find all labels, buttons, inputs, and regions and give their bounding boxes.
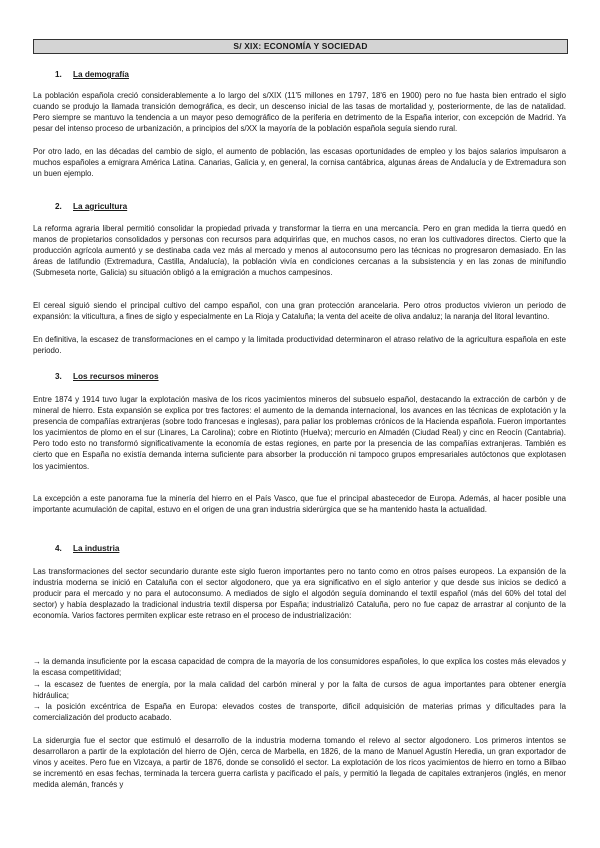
paragraph: El cereal siguió siendo el principal cultivo del campo español, con una gran protección arancelaria. Pero otros productos vivieron un periodo de expansión: la viticultura, a fines de siglo y especialmente en La Rioja y Cataluña; la venta del aceite de oliva andaluz; la naranja del litoral levantino. [33,301,566,322]
paragraph: La población española creció considerablemente a lo largo del s/XIX (11'5 millones en 1797, 18'6 en 1900) pero no fue hasta bien entrado el siglo cuando se produjo la llamada transición demográfica, es decir, un descenso inicial de las tasas de mortalidad y, posteriormente, de las de natalidad. Pero siempre se mantuvo la tendencia a un mayor peso demográfico de la periferia en detrimento de la España interior, con excepción de Madrid. Ya pesar del intenso proceso de urbanización, a principios del s/XX la mayoría de la población española seguía siendo rural. [33,91,566,134]
section-title: La agricultura [73,202,128,211]
paragraph: Las transformaciones del sector secundario durante este siglo fueron importantes pero no tanto como en otros países europeos. La expansión de la industria moderna se inició en Cataluña con el sector algodonero, que ya era significativo en el siglo anterior y que desde sus inicios se dedicó a producir para el mercado y no para el autoconsumo. A mediados de siglo el algodón seguía dominando el textil español (más del 60% del total del sector) y había desplazado la tradicional industria textil dispersa por España; industrializó Cataluña, pero no fue capaz de arrastrar al conjunto de la economía. Varios factores permiten explicar este retraso en el proceso de industrialización: [33,567,566,621]
section-title: Los recursos mineros [73,372,159,381]
list-item: → la demanda insuficiente por la escasa capacidad de compra de la mayoría de los consumidores españoles, lo que explica los costes más elevados y la escasa competitividad; [33,657,566,678]
section-heading-industria [55,544,119,553]
section-number: 3. [55,372,62,381]
document-title: S/ XIX: ECONOMÍA Y SOCIEDAD [33,39,568,54]
paragraph: Por otro lado, en las décadas del cambio de siglo, el aumento de población, las escasas oportunidades de empleo y los bajos salarios impulsaron a muchos españoles a emigrara América Latina. Canarias, Galicia y, en general, la cornisa cantábrica, algunas áreas de Andalucía y de Extremadura son un buen ejemplo. [33,147,566,179]
paragraph: La excepción a este panorama fue la minería del hierro en el País Vasco, que fue el principal abastecedor de Europa. Además, al hacer posible una importante acumulación de capital, estuvo en el origen de una gran industria siderúrgica que se ha mantenido hasta la actualidad. [33,494,566,515]
section-number: 2. [55,202,62,211]
list-item: → la escasez de fuentes de energía, por la mala calidad del carbón mineral y por la falta de cursos de agua importantes para obtener energía hidráulica; [33,680,566,701]
section-heading-agricultura [55,202,127,211]
section-title: La industria [73,544,120,553]
paragraph: Entre 1874 y 1914 tuvo lugar la explotación masiva de los ricos yacimientos mineros del subsuelo español, destacando la extracción de carbón y de mineral de hierro. Esta expansión se explica por tres factores: el aumento de la demanda internacional, los avances en las técnicas de explotación y la presencia de compañías extranjeras (sobre todo francesas e inglesas), para paliar los problemas crónicos de la Hacienda española. Fueron importantes los yacimientos de plomo en el sur (Linares, La Carolina); cobre en Riotinto (Huelva); mercurio en Almadén (Ciudad Real) y cinc en Reocín (Cantabria). Pero todo esto no transformó significativamente la economía de estas regiones, en parte por la presencia de las compañías extranjeras. También es cierto que en España no existía demanda interna suficiente para absorber la producción ni tampoco grupos empresariales autóctonos que explotasen los yacimientos. [33,395,566,471]
paragraph: La siderurgia fue el sector que estimuló el desarrollo de la industria moderna tomando el relevo al sector algodonero. Los primeros intentos se desarrollaron a partir de la explotación del hierro de Ojén, cerca de Marbella, en 1826, de la mano de Manuel Agustín Heredia, un gran exportador de vinos y aceites. Pero fue en Vizcaya, a partir de 1876, donde se consolidó el sector. La explotación de los ricos yacimientos de hierro en torno a Bilbao se incrementó en esas fechas, terminada la tercera guerra carlista y pacificado el país, y permitió la llegada de capitales extranjeros (inglés, en menor medida alemán, francés y [33,736,566,790]
section-title: La demografía [73,70,129,79]
section-number: 4. [55,544,62,553]
paragraph: La reforma agraria liberal permitió consolidar la propiedad privada y transformar la tierra en una mercancía. Pero en gran medida la tierra quedó en manos de propietarios consolidados y personas con recursos para adquirirlas que, en muchos casos, no eran los cultivadores directos. Cierto que la producción agrícola aumentó y se destinaba cada vez más al mercado y menos al autoconsumo pero las técnicas no progresaron demasiado. En las áreas de latifundio (Extremadura, Castilla, Andalucía), la población vivía en condiciones cercanas a la subsistencia y en las zonas de minifundio (Submeseta norte, Galicia) su situación obligó a la emigración a muchos campesinos. [33,224,566,278]
section-heading-recursos-mineros [55,372,159,381]
list-item: → la posición excéntrica de España en Europa: elevados costes de transporte, dificil adquisición de materias primas y dificultades para la comercialización del producto acabado. [33,702,566,723]
section-heading-demografia [55,70,129,79]
section-number: 1. [55,70,62,79]
paragraph: En definitiva, la escasez de transformaciones en el campo y la limitada productividad determinaron el atraso relativo de la agricultura española en este periodo. [33,335,566,356]
